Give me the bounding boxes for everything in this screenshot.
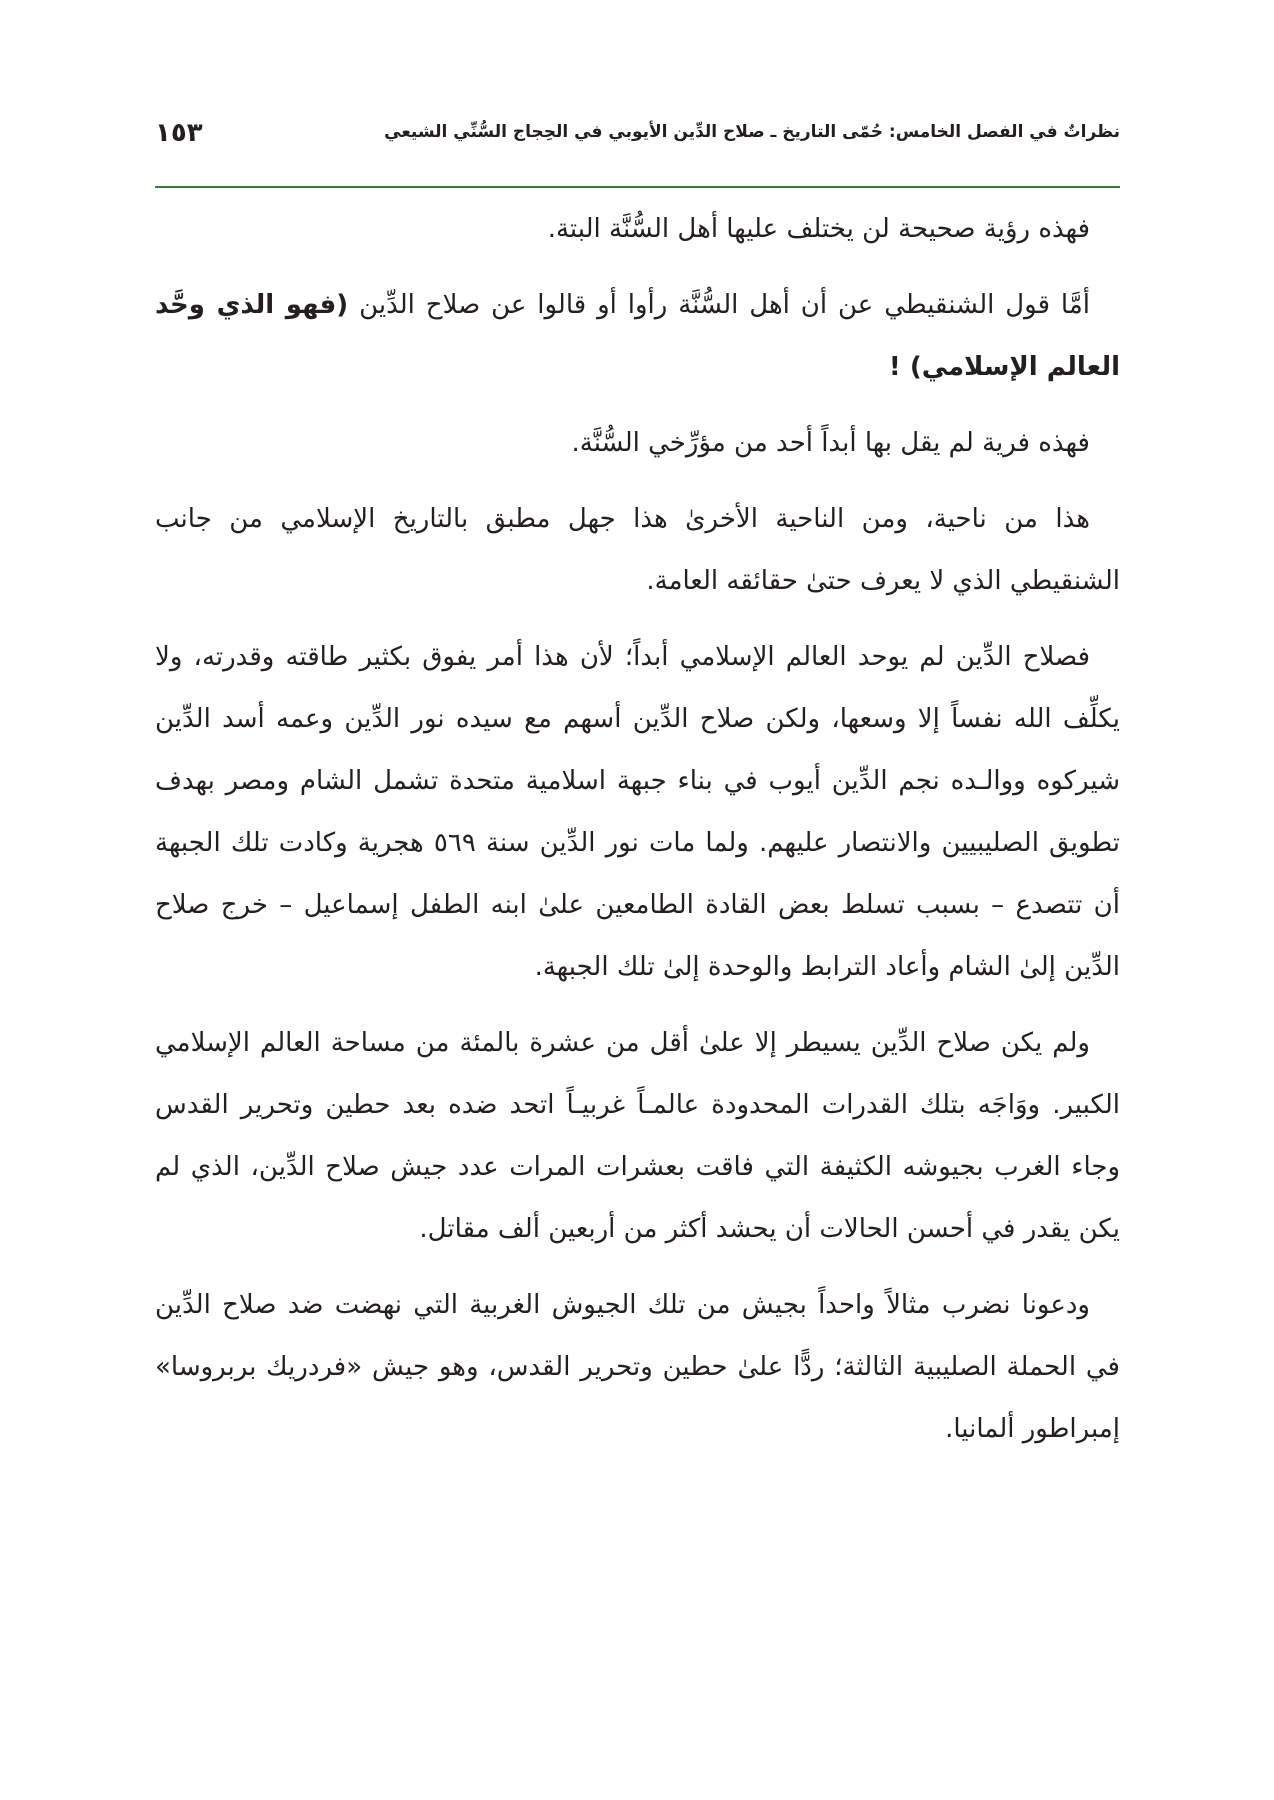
paragraph-3: فهذه فرية لم يقل بها أبداً أحد من مؤرِّخي السُّنَّة. [571, 428, 1090, 458]
paragraph-7: ودعونا نضرب مثالاً واحداً بجيش من تلك الجيوش الغربية التي نهضت ضد صلاح الدِّين في الحملة الصليبية الثالثة؛ ردًّا علىٰ حطين وتحرير القدس، وهو جيش «فردريك بربروسا» إمبراطور ألمانيا. [155, 1290, 1120, 1444]
paragraph-2 [155, 274, 1120, 398]
body-text [155, 198, 1120, 1474]
running-header [155, 118, 1120, 158]
header-divider [155, 186, 1120, 188]
chapter-title: نظراتٌ في الفصل الخامس: حُمّى التاريخ ـ صلاح الدِّين الأيوبي في الحِجاج السُّنِّي الشيعي [384, 122, 1120, 142]
paragraph-5: فصلاح الدِّين لم يوحد العالم الإسلامي أبداً؛ لأن هذا أمر يفوق بكثير طاقته وقدرته، ولا يكلِّف الله نفساً إلا وسعها، ولكن صلاح الدِّين أسهم مع سيده نور الدِّين وعمه أسد الدِّين شيركوه ووالـده نجم الدِّين أيوب في بناء جبهة اسلامية متحدة تشمل الشام ومصر بهدف تطويق الصليبيين والانتصار عليهم. ولما مات نور الدِّين سنة ٥٦٩ هجرية وكادت تلك الجبهة أن تتصدع – بسبب تسلط بعض القادة الطامعين علىٰ ابنه الطفل إسماعيل – خرج صلاح الدِّين إلىٰ الشام وأعاد الترابط والوحدة إلىٰ تلك الجبهة. [155, 642, 1120, 982]
paragraph-4: هذا من ناحية، ومن الناحية الأخرىٰ هذا جهل مطبق بالتاريخ الإسلامي من جانب الشنقيطي الذي لا يعرف حتىٰ حقائقه العامة. [155, 504, 1120, 596]
paragraph-2-text: أمَّا قول الشنقيطي عن أن أهل السُّنَّة رأوا أو قالوا عن صلاح الدِّين [348, 290, 1090, 320]
paragraph-1: فهذه رؤية صحيحة لن يختلف عليها أهل السُّنَّة البتة. [547, 214, 1090, 244]
paragraph-6: ولم يكن صلاح الدِّين يسيطر إلا علىٰ أقل من عشرة بالمئة من مساحة العالم الإسلامي الكبير. ووَاجَه بتلك القدرات المحدودة عالمـاً غربيـاً اتحد ضده بعد حطين وتحرير القدس وجاء الغرب بجيوشه الكثيفة التي فاقت بعشرات المرات عدد جيش صلاح الدِّين، الذي لم يكن يقدر في أحسن الحالات أن يحشد أكثر من أربعين ألف مقاتل. [155, 1028, 1120, 1244]
page-number: ١٥٣ [155, 118, 203, 148]
bold-quote: (فهو الذي وحَّد العالم الإسلامي) ! [155, 290, 1120, 382]
